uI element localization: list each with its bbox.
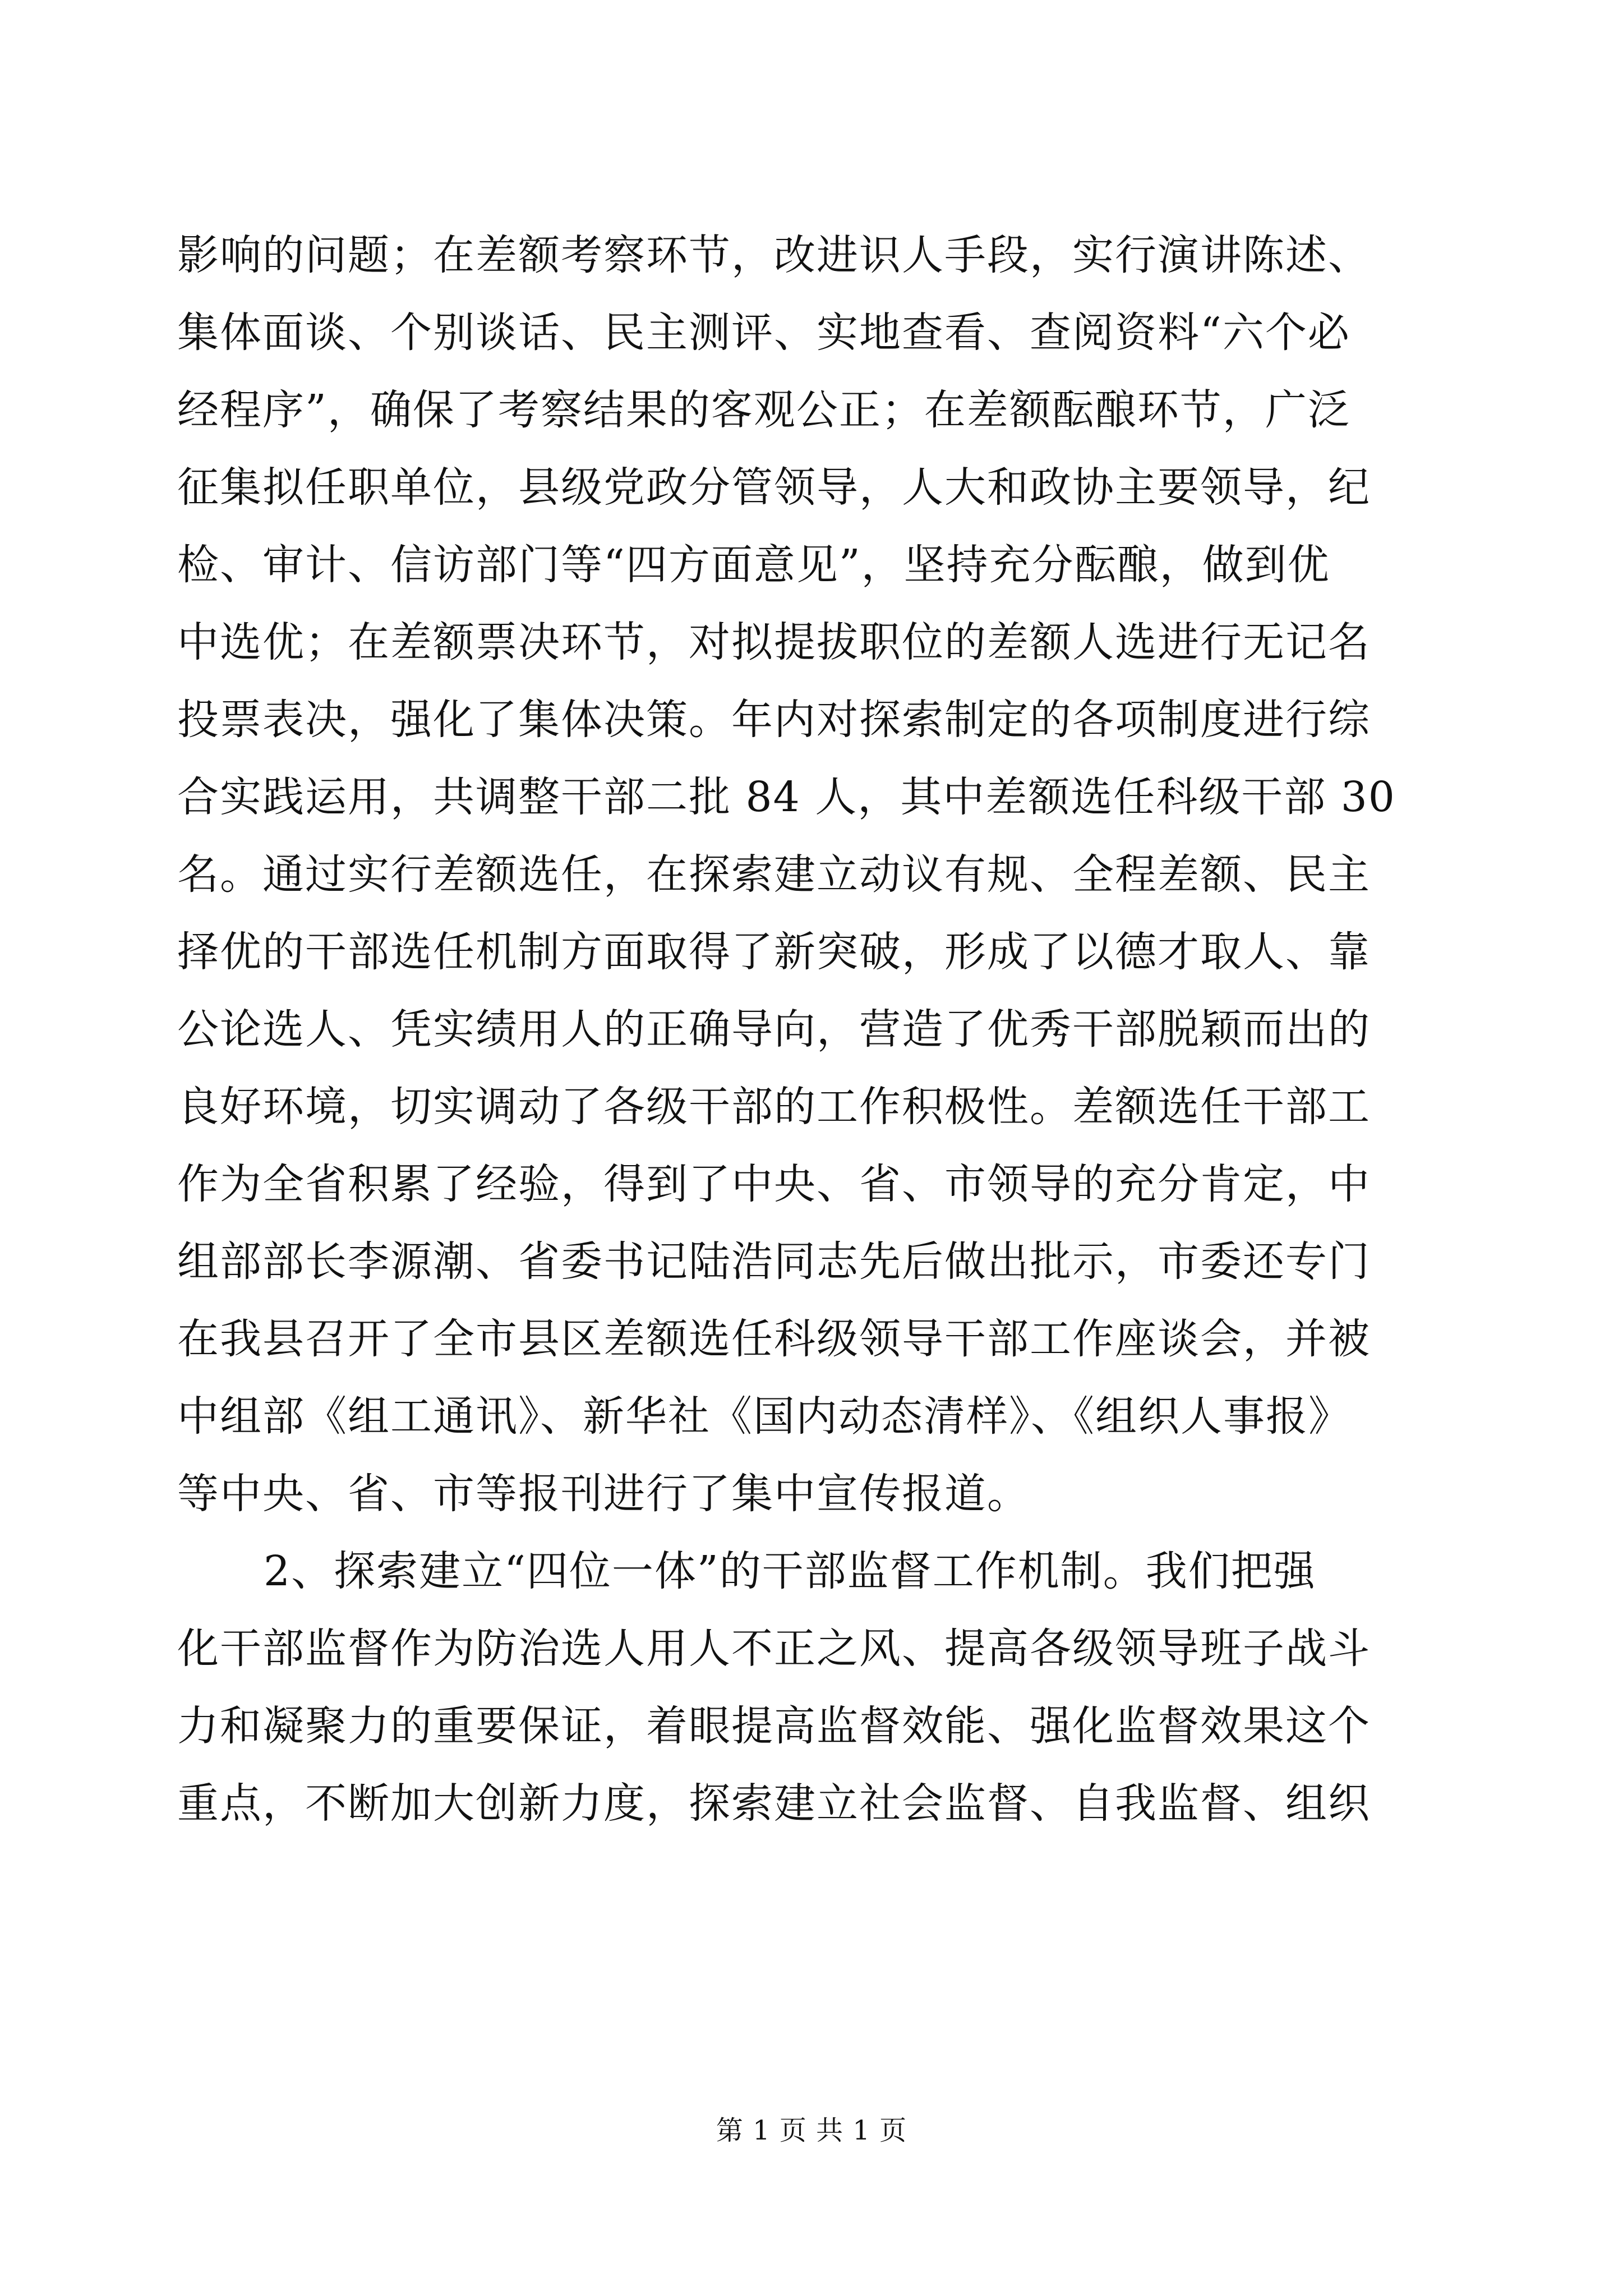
text-line: 在我县召开了全市县区差额选任科级领导干部工作座谈会，并被 xyxy=(177,1315,1371,1363)
text-line: 重点，不断加大创新力度，探索建立社会监督、自我监督、组织 xyxy=(177,1779,1371,1828)
text-line: 中选优；在差额票决环节，对拟提拔职位的差额人选进行无记名 xyxy=(177,618,1371,666)
text-line: 作为全省积累了经验，得到了中央、省、市领导的充分肯定，中 xyxy=(177,1160,1371,1208)
text-line: 名。通过实行差额选任，在探索建立动议有规、全程差额、民主 xyxy=(177,850,1371,899)
text-line: 征集拟任职单位，县级党政分管领导，人大和政协主要领导，纪 xyxy=(177,463,1371,512)
text-line: 化干部监督作为防治选人用人不正之风、提高各级领导班子战斗 xyxy=(177,1625,1371,1673)
document-body xyxy=(177,217,1448,1842)
text-line: 择优的干部选任机制方面取得了新突破，形成了以德才取人、靠 xyxy=(177,928,1371,976)
page-footer: 第 1 页 共 1 页 xyxy=(716,2115,907,2146)
text-line: 等中央、省、市等报刊进行了集中宣传报道。 xyxy=(177,1470,1030,1518)
text-line: 良好环境，切实调动了各级干部的工作积极性。差额选任干部工 xyxy=(177,1083,1371,1131)
text-line: 合实践运用，共调整干部二批 84 人，其中差额选任科级干部 30 xyxy=(177,773,1396,821)
text-line: 组部部长李源潮、省委书记陆浩同志先后做出批示，市委还专门 xyxy=(177,1237,1371,1286)
text-line: 公论选人、凭实绩用人的正确导向，营造了优秀干部脱颖而出的 xyxy=(177,1005,1371,1053)
text-line: 影响的问题；在差额考察环节，改进识人手段，实行演讲陈述、 xyxy=(177,231,1371,279)
text-line: 力和凝聚力的重要保证，着眼提高监督效能、强化监督效果这个 xyxy=(177,1702,1371,1750)
text-line: 投票表决，强化了集体决策。年内对探索制定的各项制度进行综 xyxy=(177,696,1371,744)
text-line: 中组部《组工通讯》、新华社《国内动态清样》、《组织人事报》 xyxy=(177,1392,1351,1441)
text-line: 检、审计、信访部门等“四方面意见”，坚持充分酝酿，做到优 xyxy=(177,541,1330,589)
text-line: 集体面谈、个别谈话、民主测评、实地查看、查阅资料“六个必 xyxy=(177,309,1350,357)
paragraph-start-line: 2、探索建立“四位一体”的干部监督工作机制。我们把强 xyxy=(264,1547,1316,1595)
text-line: 经程序”，确保了考察结果的客观公正；在差额酝酿环节，广泛 xyxy=(177,386,1350,434)
